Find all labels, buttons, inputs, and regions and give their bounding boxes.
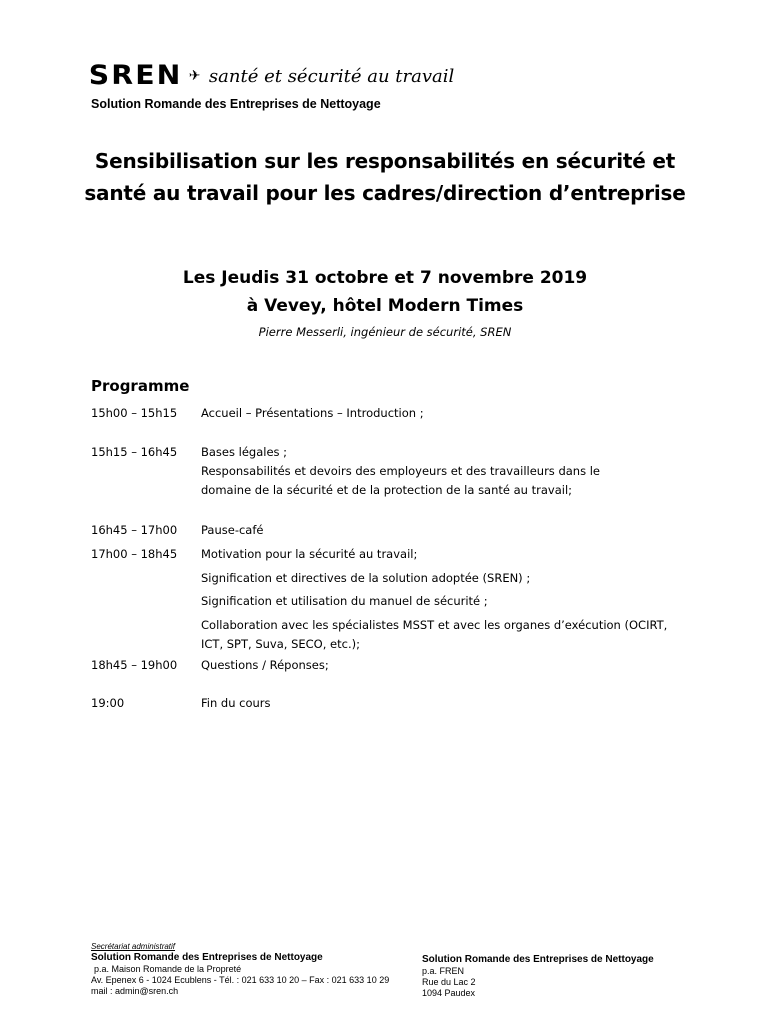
programme-desc xyxy=(201,694,681,713)
programme-line: Pause-café xyxy=(201,523,264,537)
footer-line: Av. Epenex 6 - 1024 Ecublens - Tél. : 021 633 10 20 – Fax : 021 633 10 29 xyxy=(91,975,390,985)
footer-line: Rue du Lac 2 xyxy=(422,977,476,987)
plane-icon: ✈ xyxy=(188,68,201,84)
programme-desc xyxy=(201,592,681,611)
footer-email[interactable]: mail : admin@sren.ch xyxy=(91,986,179,996)
programme-desc xyxy=(201,443,681,500)
programme-line: Collaboration avec les spécialistes MSST et avec les organes d’exécution (OCIRT, xyxy=(201,618,668,632)
programme-heading: Programme xyxy=(91,377,190,395)
footer-label: Secrétariat administratif xyxy=(91,942,176,951)
logo-wordmark: SREN xyxy=(88,60,183,91)
programme-line: Fin du cours xyxy=(201,696,271,710)
programme-line: Questions / Réponses; xyxy=(201,658,329,672)
title-line: santé au travail pour les cadres/direction d’entreprise xyxy=(84,181,686,205)
programme-time: 15h15 – 16h45 xyxy=(91,445,178,459)
programme-desc xyxy=(201,616,681,654)
footer-org: Solution Romande des Entreprises de Nettoyage xyxy=(422,954,654,965)
footer-line: p.a. FREN xyxy=(422,966,465,976)
footer-secretariat xyxy=(91,941,389,997)
programme-desc xyxy=(201,404,681,423)
programme-line: Signification et directives de la solution adoptée (SREN) ; xyxy=(201,571,531,585)
document-title xyxy=(0,145,770,209)
programme-desc xyxy=(201,569,681,588)
event-date: Les Jeudis 31 octobre et 7 novembre 2019 xyxy=(182,268,588,288)
programme-line: domaine de la sécurité et de la protection de la santé au travail; xyxy=(201,483,573,497)
programme-time: 18h45 – 19h00 xyxy=(91,658,178,672)
programme-desc xyxy=(201,521,681,540)
event-location: à Vevey, hôtel Modern Times xyxy=(246,296,524,316)
programme-time: 16h45 – 17h00 xyxy=(91,523,178,537)
programme-line: Accueil – Présentations – Introduction ; xyxy=(201,406,424,420)
programme-line: Bases légales ; xyxy=(201,445,288,459)
footer-line: 1094 Paudex xyxy=(422,988,476,998)
footer-address xyxy=(422,954,654,999)
programme-time: 15h00 – 15h15 xyxy=(91,406,178,420)
title-line: Sensibilisation sur les responsabilités en sécurité et xyxy=(94,149,676,173)
programme-line: ICT, SPT, Suva, SECO, etc.); xyxy=(201,637,360,651)
programme-time: 17h00 – 18h45 xyxy=(91,547,178,561)
programme-desc xyxy=(201,545,681,564)
event-date-location xyxy=(0,264,770,320)
logo-tagline: santé et sécurité au travail xyxy=(208,66,455,87)
speaker: Pierre Messerli, ingénieur de sécurité, SREN xyxy=(258,325,512,339)
programme-time: 19:00 xyxy=(91,696,125,710)
programme-line: Signification et utilisation du manuel de sécurité ; xyxy=(201,594,488,608)
programme-line: Motivation pour la sécurité au travail; xyxy=(201,547,418,561)
org-name: Solution Romande des Entreprises de Nettoyage xyxy=(91,97,381,111)
programme-desc xyxy=(201,656,681,675)
programme-line: Responsabilités et devoirs des employeurs et des travailleurs dans le xyxy=(201,464,600,478)
footer-line: p.a. Maison Romande de la Propreté xyxy=(94,964,242,974)
footer-org: Solution Romande des Entreprises de Nettoyage xyxy=(91,952,323,963)
sren-logo xyxy=(88,60,455,91)
